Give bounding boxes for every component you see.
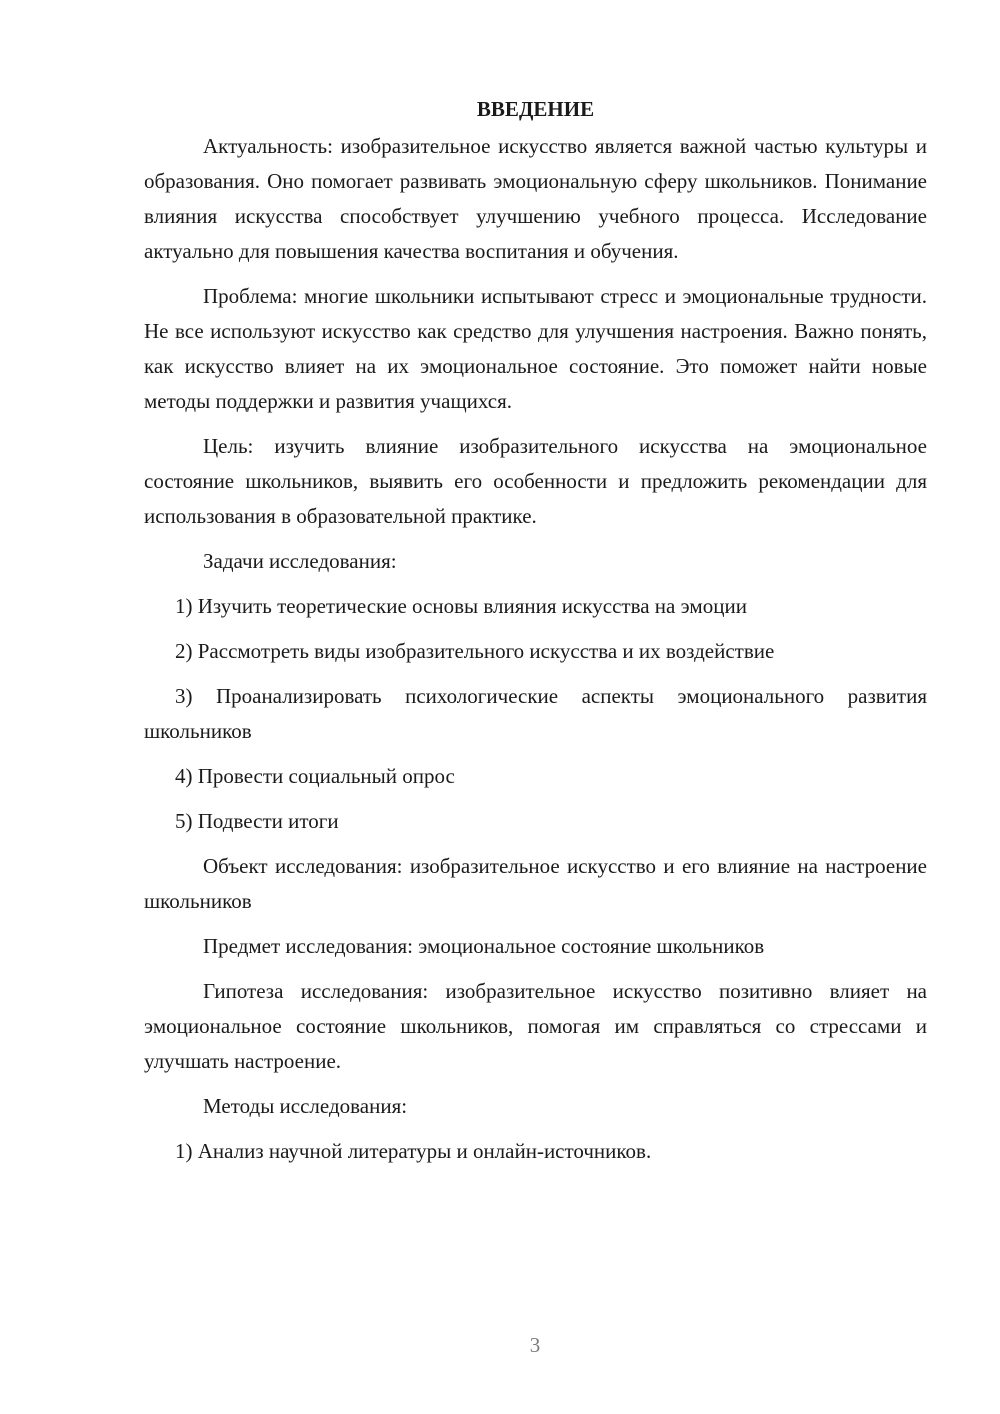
paragraph-goal: Цель: изучить влияние изобразительного искусства на эмоциональное состояние школьников, выявить его особенности и предложить рекомендации для использования в образовательной практике. [144,434,927,528]
page-number: 3 [529,1333,541,1357]
paragraph-subject: Предмет исследования: эмоциональное состояние школьников [203,934,765,958]
paragraph-hypothesis: Гипотеза исследования: изобразительное искусство позитивно влияет на эмоциональное состояние школьников, помогая им справляться со стрессами и улучшать настроение. [144,979,927,1073]
paragraph-actuality: Актуальность: изобразительное искусство является важной частью культуры и образования. Оно помогает развивать эмоциональную сферу школьников. Понимание влияния искусства способствует улучшению учебного процесса. Исследование актуально для повышения качества воспитания и обучения. [144,134,927,263]
task-item: 2) Рассмотреть виды изобразительного искусства и их воздействие [175,639,775,663]
task-item: 3) Проанализировать психологические аспекты эмоционального развития школьников [144,684,927,743]
tasks-heading: Задачи исследования: [203,549,397,573]
paragraph-problem: Проблема: многие школьники испытывают стресс и эмоциональные трудности. Не все используют искусство как средство для улучшения настроения. Важно понять, как искусство влияет на их эмоциональное состояние. Это поможет найти новые методы поддержки и развития учащихся. [144,284,927,413]
method-item: 1) Анализ научной литературы и онлайн-источников. [175,1139,652,1163]
task-item: 4) Провести социальный опрос [175,764,455,788]
methods-heading: Методы исследования: [203,1094,408,1118]
task-item: 1) Изучить теоретические основы влияния искусства на эмоции [175,594,747,618]
task-item: 5) Подвести итоги [175,809,339,833]
paragraph-object: Объект исследования: изобразительное искусство и его влияние на настроение школьников [144,854,927,913]
section-title: ВВЕДЕНИЕ [476,97,595,121]
document-page [144,92,927,1179]
